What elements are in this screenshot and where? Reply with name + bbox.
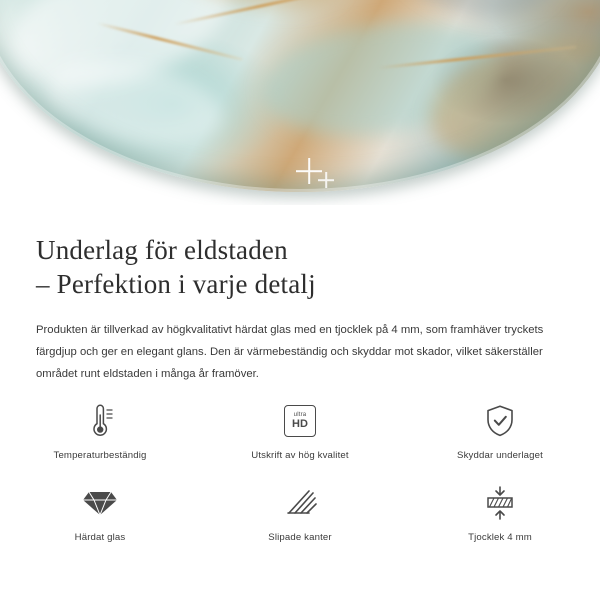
shield-check-icon <box>484 400 516 442</box>
feature-item <box>400 400 600 472</box>
headline-line-2: – Perfektion i varje detalj <box>36 269 316 299</box>
ultra-hd-badge-top: ultra <box>293 412 307 418</box>
feature-item <box>400 482 600 554</box>
headline-line-1: Underlag för eldstaden <box>36 235 288 265</box>
ultra-hd-badge-bottom: HD <box>292 418 308 430</box>
page-title <box>0 205 600 301</box>
feature-item <box>200 400 400 472</box>
body-paragraph: Produkten är tillverkad av högkvalitativt härdat glas med en tjocklek på 4 mm, som framhäver tryckets färgdjup och ger en elegant glans. Den är värmebeständig och skyddar mot skador, vilket säkerställer området runt eldstaden i många år framöver. <box>36 324 544 380</box>
feature-item <box>0 400 200 472</box>
feature-item <box>200 482 400 554</box>
feature-grid <box>0 400 600 554</box>
feature-label: Skyddar underlaget <box>457 450 543 461</box>
thermometer-icon <box>83 400 117 442</box>
feature-item <box>0 482 200 554</box>
feature-label: Utskrift av hög kvalitet <box>251 450 349 461</box>
ultra-hd-icon <box>284 400 316 442</box>
marble-disc-graphic <box>0 0 600 192</box>
polished-edges-icon <box>283 482 317 524</box>
thickness-icon <box>481 482 519 524</box>
diamond-icon <box>82 482 118 524</box>
text-content <box>0 205 600 385</box>
feature-label: Tjocklek 4 mm <box>468 532 532 543</box>
feature-label: Härdat glas <box>74 532 126 543</box>
hero-image <box>0 0 600 205</box>
feature-label: Slipade kanter <box>268 532 332 543</box>
feature-label: Temperaturbeständig <box>53 450 147 461</box>
